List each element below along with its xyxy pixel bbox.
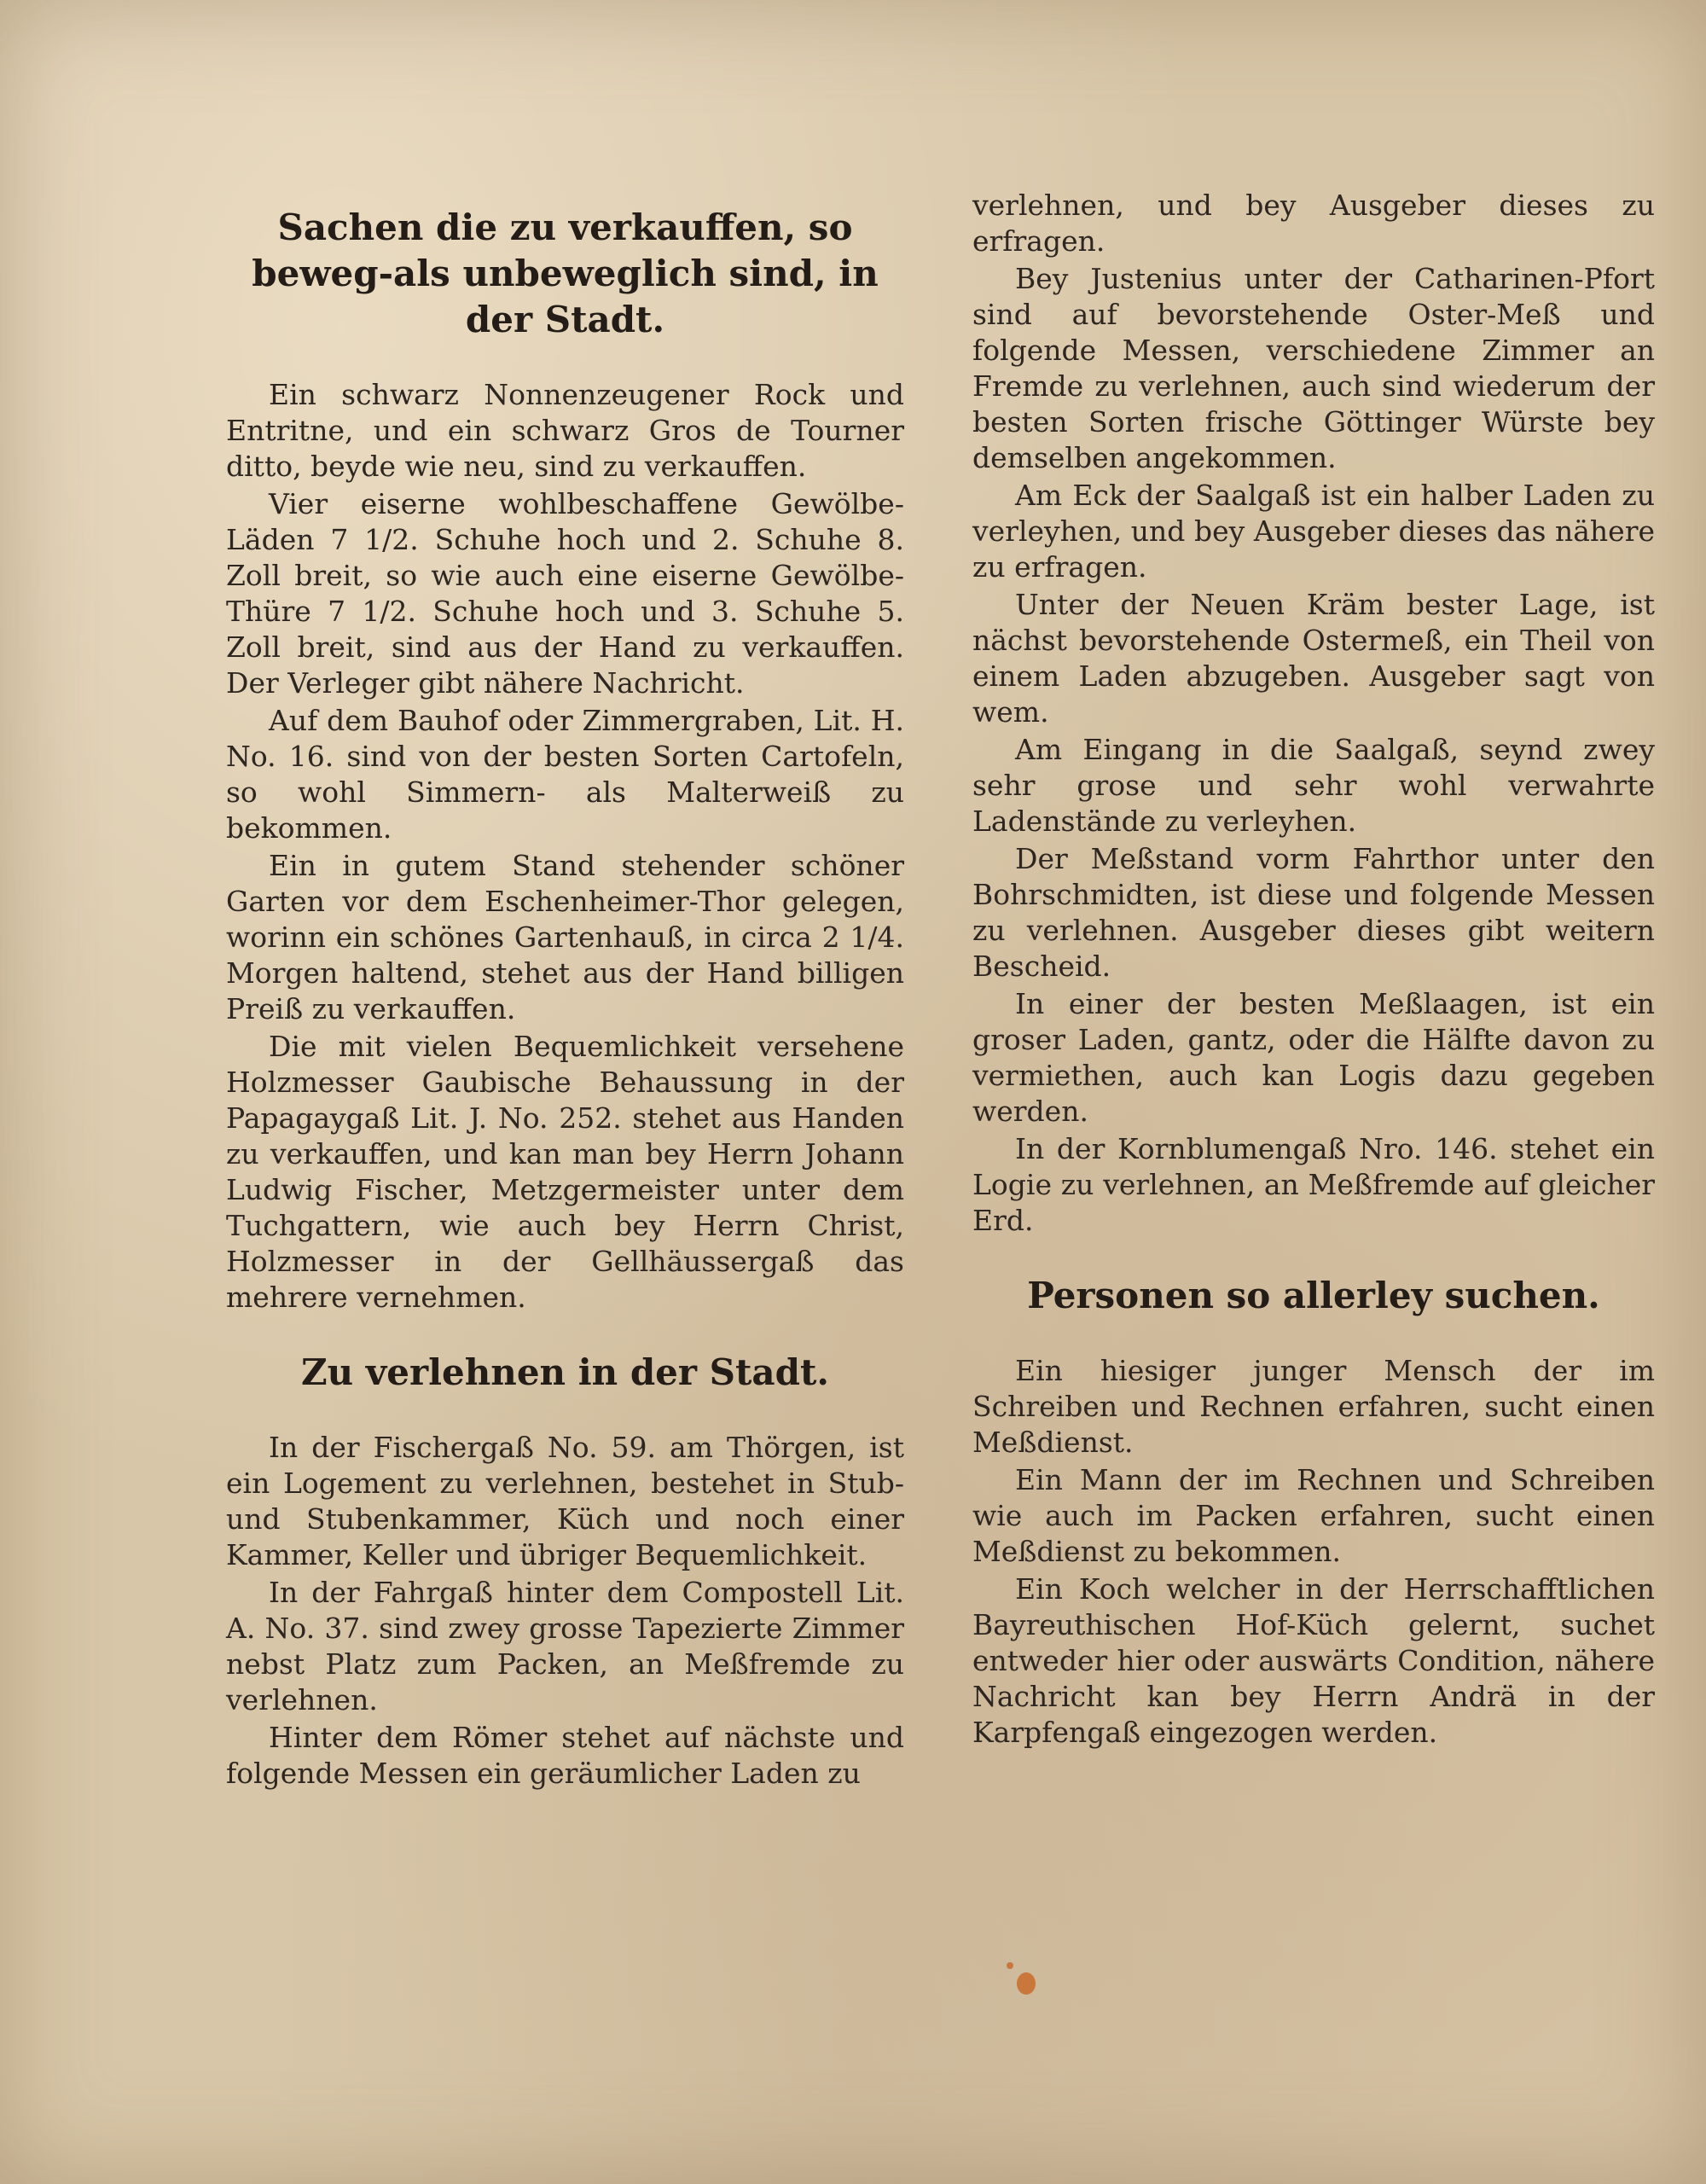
section-heading-sale: Sachen die zu verkauffen, so beweg-als unbeweglich sind, in der Stadt. [252, 206, 879, 340]
section-heading-rent: Zu verlehnen in der Stadt. [301, 1351, 829, 1393]
paragraph: Ein schwarz Nonnenzeugener Rock und Entritne, und ein schwarz Gros de Tourner ditto, beyde wie neu, sind zu verkauffen. [226, 378, 904, 483]
paragraph: Ein hiesiger junger Mensch der im Schreiben und Rechnen erfahren, sucht einen Meßdienst. [972, 1354, 1655, 1459]
paragraph: Am Eck der Saalgaß ist ein halber Laden zu verleyhen, und bey Ausgeber dieses das nähere zu erfragen. [972, 479, 1655, 584]
paragraph: Bey Justenius unter der Catharinen-Pfort sind auf bevorstehende Oster-Meß und folgende Messen, verschiedene Zimmer an Fremde zu verlehnen, auch sind wiederum der besten Sorten frische Göttinger Würste bey demselben angekommen. [972, 262, 1655, 474]
paragraph: Hinter dem Römer stehet auf nächste und folgende Messen ein geräumlicher Laden zu [226, 1721, 904, 1790]
paragraph: Der Meßstand vorm Fahrthor unter den Bohrschmidten, ist diese und folgende Messen zu verlehnen. Ausgeber dieses gibt weitern Bescheid. [972, 842, 1655, 983]
paragraph: Auf dem Bauhof oder Zimmergraben, Lit. H. No. 16. sind von der besten Sorten Cartofeln, so wohl Simmern- als Malterweiß zu bekommen. [226, 704, 904, 845]
paragraph-continued: verlehnen, und bey Ausgeber dieses zu erfragen. [972, 189, 1655, 258]
ink-stain [1007, 1962, 1013, 1969]
paragraph: Ein in gutem Stand stehender schöner Garten vor dem Eschenheimer-Thor gelegen, worinn ein schönes Gartenhauß, in circa 2 1/4. Morgen haltend, stehet aus der Hand billigen Preiß zu verkauffen. [226, 849, 904, 1025]
section-heading-wanted: Personen so allerley suchen. [1027, 1275, 1600, 1316]
paragraph: Am Eingang in die Saalgaß, seynd zwey sehr grose und sehr wohl verwahrte Ladenstände zu verleyhen. [972, 733, 1655, 838]
paragraph: Die mit vielen Bequemlichkeit versehene Holzmesser Gaubische Behaussung in der Papagaygaß Lit. J. No. 252. stehet aus Handen zu verkauffen, und kan man bey Herrn Johann Ludwig Fischer, Metzgermeister unter dem Tuchgattern, wie auch bey Herrn Christ, Holzmesser in der Gellhäussergaß das mehrere vernehmen. [226, 1030, 904, 1314]
ink-stain [1017, 1972, 1036, 1995]
paragraph: Ein Koch welcher in der Herrschafftlichen Bayreuthischen Hof-Küch gelernt, suchet entweder hier oder auswärts Condition, nähere Nachricht kan bey Herrn Andrä in der Karpfengaß eingezogen werden. [972, 1572, 1655, 1749]
left-column [226, 188, 904, 1793]
paragraph: Unter der Neuen Kräm bester Lage, ist nächst bevorstehende Ostermeß, ein Theil von einem Laden abzugeben. Ausgeber sagt von wem. [972, 588, 1655, 729]
paragraph: In der Fischergaß No. 59. am Thörgen, ist ein Logement zu verlehnen, bestehet in Stub- und Stubenkammer, Küch und noch einer Kammer, Keller und übriger Bequemlichkeit. [226, 1431, 904, 1571]
paragraph: Vier eiserne wohlbeschaffene Gewölbe-Läden 7 1/2. Schuhe hoch und 2. Schuhe 8. Zoll breit, so wie auch eine eiserne Gewölbe-Thüre 7 1/2. Schuhe hoch und 3. Schuhe 5. Zoll breit, sind aus der Hand zu verkauffen. Der Verleger gibt nähere Nachricht. [226, 487, 904, 700]
paragraph: Ein Mann der im Rechnen und Schreiben wie auch im Packen erfahren, sucht einen Meßdienst zu bekommen. [972, 1463, 1655, 1568]
right-column [972, 188, 1655, 1752]
paragraph: In einer der besten Meßlaagen, ist ein groser Laden, gantz, oder die Hälfte davon zu vermiethen, auch kan Logis dazu gegeben werden. [972, 987, 1655, 1128]
paragraph: In der Fahrgaß hinter dem Compostell Lit. A. No. 37. sind zwey grosse Tapezierte Zimmer nebst Platz zum Packen, an Meßfremde zu verlehnen. [226, 1576, 904, 1716]
paragraph: In der Kornblumengaß Nro. 146. stehet ein Logie zu verlehnen, an Meßfremde auf gleicher Erd. [972, 1132, 1655, 1237]
